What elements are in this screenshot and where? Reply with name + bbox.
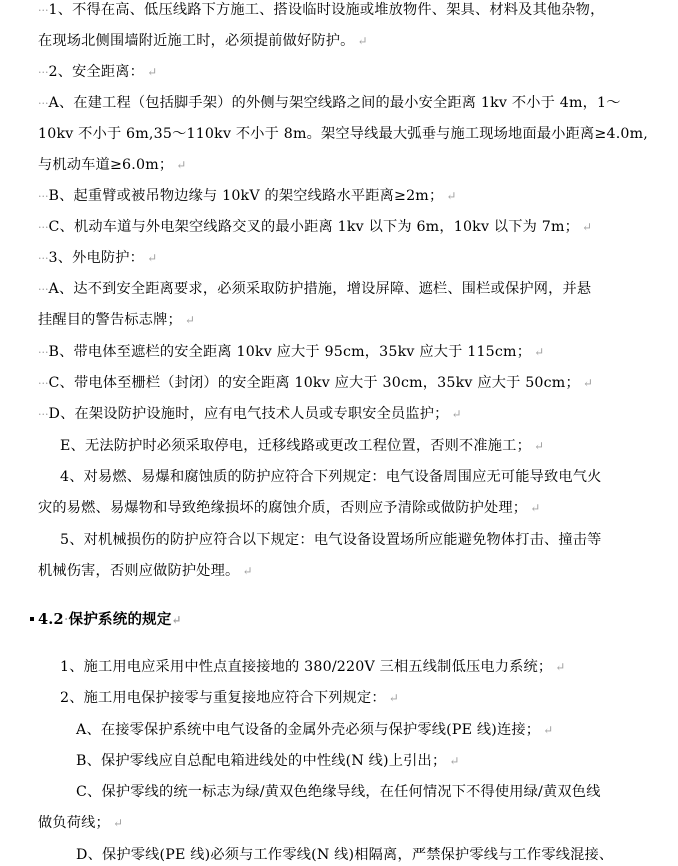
indent-space-marks: ··· [38, 4, 49, 17]
paragraph-line [38, 498, 540, 518]
indent-space-marks: ··· [38, 252, 49, 265]
paragraph-line [38, 186, 457, 207]
indent-space-marks: ··· [38, 283, 49, 296]
line-text: B、保护零线应自总配电箱进线处的中性线(N 线)上引出； [76, 753, 447, 769]
line-text: 4、对易燃、易爆和腐蚀质的防护应符合下列规定：电气设备周围应无可能导致电气火 [60, 469, 602, 485]
line-text: B、带电体至遮栏的安全距离 10kv 应大于 95cm，35kv 应大于 115cm； [48, 344, 532, 360]
paragraph-line [76, 782, 601, 802]
paragraph-line [38, 217, 592, 238]
paragraph-mark-icon: ↵ [176, 158, 187, 172]
indent-space-marks: ··· [38, 190, 49, 203]
paragraph-mark-icon: ↵ [446, 189, 457, 203]
line-text: A、在建工程（包括脚手架）的外侧与架空线路之间的最小安全距离 1kv 不小于 4m，1～ [48, 95, 621, 111]
line-text: C、机动车道与外电架空线路交叉的最小距离 1kv 以下为 6m，10kv 以下为 7m； [48, 219, 580, 235]
indent-space-marks: ··· [38, 346, 49, 359]
space-mark: · [63, 612, 69, 628]
paragraph-mark-icon: ↵ [530, 501, 541, 515]
paragraph-line [38, 279, 591, 300]
line-text: A、达不到安全距离要求，必须采取防护措施，增设屏障、遮栏、围栏或保护网，并悬 [48, 281, 592, 297]
paragraph-line [60, 657, 566, 677]
indent-space-marks: ··· [38, 66, 49, 79]
paragraph-line [38, 561, 253, 581]
line-text: 2、安全距离： [48, 64, 145, 80]
paragraph-line [60, 467, 602, 487]
paragraph-line [38, 0, 604, 21]
heading-number: 4.2 [38, 611, 64, 628]
paragraph-mark-icon: ↵ [449, 754, 460, 768]
line-text: 1、不得在高、低压线路下方施工、搭设临时设施或堆放物件、架具、材料及其他杂物， [48, 2, 605, 18]
line-text: 机械伤害，否则应做防护处理。 [38, 563, 240, 579]
indent-space-marks: ··· [38, 221, 49, 234]
indent-space-marks: ··· [38, 408, 49, 421]
line-text: C、带电体至栅栏（封闭）的安全距离 10kv 应大于 30cm，35kv 应大于 50cm； [48, 375, 580, 391]
line-text: A、在接零保护系统中电气设备的金属外壳必须与保护零线(PE 线)连接； [76, 722, 541, 738]
paragraph-mark-icon: ↵ [534, 345, 545, 359]
paragraph-mark-icon: ↵ [242, 564, 253, 578]
paragraph-line [76, 751, 460, 771]
line-text: 与机动车道≥6.0m； [38, 157, 174, 173]
line-text: D、保护零线(PE 线)必须与工作零线(N 线)相隔离，严禁保护零线与工作零线混接、 [76, 847, 614, 863]
line-text: 3、外电防护： [48, 250, 145, 266]
line-text: E、无法防护时必须采取停电，迁移线路或更改工程位置，否则不准施工； [60, 438, 531, 454]
section-heading [30, 610, 182, 630]
indent-space-marks: ··· [38, 97, 49, 110]
line-text: 5、对机械损伤的防护应符合以下规定：电气设备设置场所应能避免物体打击、撞击等 [60, 532, 602, 548]
paragraph-line [38, 813, 123, 833]
line-text: 1、施工用电应采用中性点直接接地的 380/220V 三相五线制低压电力系统； [60, 659, 553, 675]
line-text: 10kv 不小于 6m,35～110kv 不小于 8m。架空导线最大弧垂与施工现场地面最小距离≥4.0m, [38, 126, 648, 142]
paragraph-line [38, 124, 648, 144]
heading-title: 保护系统的规定 [68, 611, 172, 628]
paragraph-line [76, 720, 553, 740]
paragraph-line [38, 62, 157, 83]
paragraph-line [38, 310, 195, 330]
paragraph-line [60, 530, 602, 550]
line-text: C、保护零线的统一标志为绿/黄双色绝缘导线，在任何情况下不得使用绿/黄双色线 [76, 784, 601, 800]
paragraph-line [38, 342, 544, 363]
paragraph-line [38, 404, 462, 425]
heading-bullet-icon [30, 617, 34, 621]
paragraph-mark-icon: ↵ [171, 613, 182, 627]
paragraph-mark-icon: ↵ [451, 407, 462, 421]
indent-space-marks: ··· [38, 377, 49, 390]
paragraph-mark-icon: ↵ [582, 220, 593, 234]
line-text: 在现场北侧围墙附近施工时，必须提前做好防护。 [38, 33, 355, 49]
paragraph-line [38, 373, 593, 394]
line-text: B、起重臂或被吊物边缘与 10kV 的架空线路水平距离≥2m； [48, 188, 444, 204]
line-text: 挂醒目的警告标志牌； [38, 312, 182, 328]
line-text: 2、施工用电保护接零与重复接地应符合下列规定： [60, 690, 386, 706]
paragraph-mark-icon: ↵ [388, 691, 400, 705]
paragraph-mark-icon: ↵ [555, 660, 566, 674]
paragraph-mark-icon: ↵ [357, 34, 368, 48]
paragraph-line [38, 248, 157, 269]
paragraph-mark-icon: ↵ [112, 816, 124, 830]
paragraph-line [38, 93, 621, 114]
paragraph-line [60, 688, 399, 708]
paragraph-mark-icon: ↵ [147, 251, 158, 265]
paragraph-line [76, 845, 613, 865]
line-text: D、在架设防护设施时，应有电气技术人员或专职安全员监护； [48, 406, 449, 422]
paragraph-mark-icon: ↵ [533, 439, 545, 453]
paragraph-mark-icon: ↵ [543, 723, 554, 737]
paragraph-line [60, 436, 544, 456]
paragraph-mark-icon: ↵ [582, 376, 594, 390]
line-text: 灾的易燃、易爆物和导致绝缘损坏的腐蚀介质，否则应予清除或做防护处理； [38, 500, 528, 516]
paragraph-mark-icon: ↵ [147, 65, 158, 79]
paragraph-line [38, 31, 368, 51]
paragraph-mark-icon: ↵ [184, 313, 196, 327]
line-text: 做负荷线； [38, 815, 110, 831]
paragraph-line [38, 155, 187, 175]
